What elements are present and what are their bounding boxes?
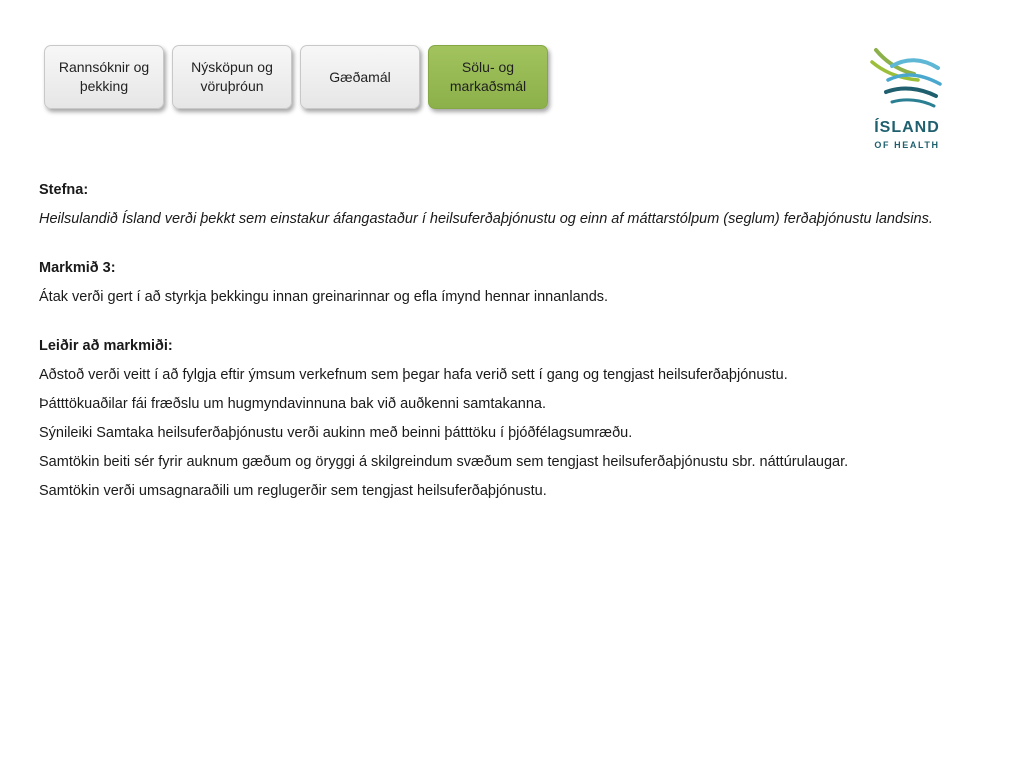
stefna-text: Heilsulandið Ísland verði þekkt sem einstakur áfangastaður í heilsuferðaþjónustu og einn af máttarstólpum (seglum) ferðaþjónustu landsins. bbox=[39, 211, 933, 227]
leidir-item: Samtökin verði umsagnaraðili um reglugerðir sem tengjast heilsuferðaþjónustu. bbox=[39, 483, 547, 499]
tab-solu-markadsmal[interactable] bbox=[428, 45, 548, 109]
section-tabs bbox=[44, 45, 548, 109]
island-of-health-logo bbox=[862, 44, 952, 156]
tab-label: Gæðamál bbox=[329, 68, 391, 85]
leidir-heading: Leiðir að markmiði: bbox=[39, 338, 173, 354]
tab-label: Rannsóknir og þekking bbox=[58, 59, 150, 94]
tab-nyskopun[interactable] bbox=[172, 45, 292, 109]
stefna-heading: Stefna: bbox=[39, 182, 89, 198]
tab-rannsoknir[interactable] bbox=[44, 45, 164, 109]
wave-logo-icon bbox=[862, 44, 952, 116]
markmid-heading: Markmið 3: bbox=[39, 260, 116, 276]
main-content bbox=[39, 180, 959, 510]
tab-label: Nýsköpun og vöruþróun bbox=[191, 59, 273, 94]
leidir-item: Aðstoð verði veitt í að fylgja eftir ýmsum verkefnum sem þegar hafa verið sett í gang og tengjast heilsuferðaþjónustu. bbox=[39, 367, 788, 383]
logo-subtitle: OF HEALTH bbox=[874, 140, 940, 150]
markmid-text: Átak verði gert í að styrkja þekkingu innan greinarinnar og efla ímynd hennar innanlands. bbox=[39, 289, 609, 305]
leidir-item: Þátttökuaðilar fái fræðslu um hugmyndavinnuna bak við auðkenni samtakanna. bbox=[39, 396, 546, 412]
leidir-item: Samtökin beiti sér fyrir auknum gæðum og öryggi á skilgreindum svæðum sem tengjast heilsuferðaþjónustu sbr. náttúrulaugar. bbox=[39, 454, 849, 470]
tab-label: Sölu- og markaðsmál bbox=[449, 59, 527, 94]
tab-gaedamal[interactable] bbox=[300, 45, 420, 109]
leidir-item: Sýnileiki Samtaka heilsuferðaþjónustu verði aukinn með beinni þátttöku í þjóðfélagsumræðu. bbox=[39, 425, 633, 441]
logo-title: ÍSLAND bbox=[874, 119, 940, 136]
